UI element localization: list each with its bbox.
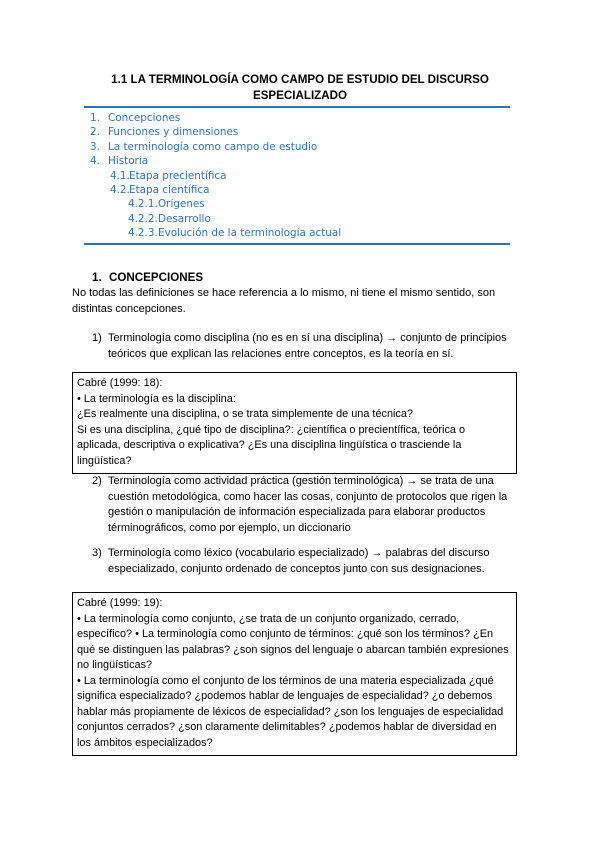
toc-item-funciones[interactable] (84, 125, 510, 139)
toc-item-number: 1. (90, 112, 100, 124)
list-item-text: Terminología como actividad práctica (gestión terminológica) → se trata de una cuestión metodológica, como hacer las cosas, conjunto de protocolos que rigen la gestión o manipulación de información especializada para elaborar productos términográficos, como por ejemplo, un diccionario (108, 475, 508, 534)
list-marker: 1) (92, 332, 102, 344)
toc-item-desarrollo[interactable] (84, 212, 510, 226)
list-marker: 3) (92, 547, 102, 559)
toc-item-etapa-precientifica[interactable] (84, 169, 510, 183)
toc-item-evolucion[interactable] (84, 226, 510, 240)
quote-box-cabre-18 (72, 372, 517, 474)
toc-item-concepciones[interactable] (84, 111, 510, 125)
list-item-text: Terminología como disciplina (no es en sí una disciplina) → conjunto de principios teóricos que explican las relaciones entre conceptos, es la teoría en sí. (108, 332, 507, 360)
page-title: 1.1 LA TERMINOLOGÍA COMO CAMPO DE ESTUDIO DEL DISCURSO ESPECIALIZADO (111, 73, 489, 102)
quote-line: • La terminología como el conjunto de los términos de una materia especializada ¿qué significa especializado? ¿podemos hablar de lenguajes de especialidad? ¿o debemos hablar más propiamente de léxicos de especialidad? ¿son los lenguajes de especialidad conjuntos cerrados? ¿son claramente delimitables? ¿podemos hablar de diversidad en los ámbitos especializados? (77, 674, 504, 749)
toc-item-label: Concepciones (108, 112, 181, 124)
section-number: 1. (92, 271, 102, 284)
section-title: CONCEPCIONES (109, 271, 204, 284)
quote-box-cabre-19 (72, 592, 517, 756)
list-item-actividad-practica (92, 474, 522, 536)
toc-item-number: 4.2.1. (128, 198, 158, 211)
toc-item-historia[interactable] (84, 154, 510, 168)
toc-item-number: 3. (90, 140, 100, 153)
toc-item-number: 4. (90, 155, 100, 168)
quote-citation: Cabré (1999: 19): (77, 597, 163, 609)
toc-item-number: 4.2.2. (128, 212, 158, 225)
table-of-contents (84, 106, 510, 245)
quote-line: ¿Es realmente una disciplina, o se trata simplemente de una técnica? (77, 408, 413, 420)
toc-item-label: Desarrollo (158, 212, 211, 225)
intro-paragraph: No todas las definiciones se hace referencia a lo mismo, ni tiene el mismo sentido, son distintas concepciones. (72, 287, 496, 315)
toc-item-label: Funciones y dimensiones (108, 126, 239, 139)
toc-item-label: Evolución de la terminología actual (158, 227, 342, 240)
toc-item-etapa-cientifica[interactable] (84, 183, 510, 197)
toc-item-label: Etapa precientífica (129, 169, 227, 182)
quote-line: • La terminología es la disciplina: (77, 392, 236, 405)
toc-item-label: Etapa científica (129, 183, 210, 196)
toc-item-label: Historia (108, 155, 149, 168)
quote-line: • La terminología como conjunto, ¿se trata de un conjunto organizado, cerrado, específico? • La terminología como conjunto de términos: ¿qué son los términos? ¿En qué se distinguen las palabras? ¿son signos del lenguaje o abarcan también expresiones no lingüísticas? (77, 612, 509, 671)
toc-item-origenes[interactable] (84, 197, 510, 211)
toc-item-number: 4.2. (110, 183, 130, 196)
list-marker: 2) (92, 475, 102, 487)
section-heading-concepciones (92, 270, 203, 285)
toc-item-label: La terminología como campo de estudio (108, 140, 318, 153)
toc-item-number: 2. (90, 126, 100, 139)
list-item-lexico (92, 546, 522, 577)
quote-citation: Cabré (1999: 18): (77, 377, 163, 389)
list-item-text: Terminología como léxico (vocabulario especializado) → palabras del discurso especializado, conjunto ordenado de conceptos junto con sus designaciones. (108, 547, 490, 575)
toc-item-label: Orígenes (158, 198, 205, 211)
list-item-disciplina (92, 331, 522, 362)
toc-item-number: 4.1. (110, 169, 130, 182)
toc-item-number: 4.2.3. (128, 227, 158, 240)
toc-item-campo-estudio[interactable] (84, 140, 510, 154)
quote-line: Si es una disciplina, ¿qué tipo de disciplina?: ¿científica o precientífica, teórica o aplicada, descriptiva o explicativa? ¿Es una disciplina lingüística o trasciende la lingüística? (77, 423, 466, 467)
